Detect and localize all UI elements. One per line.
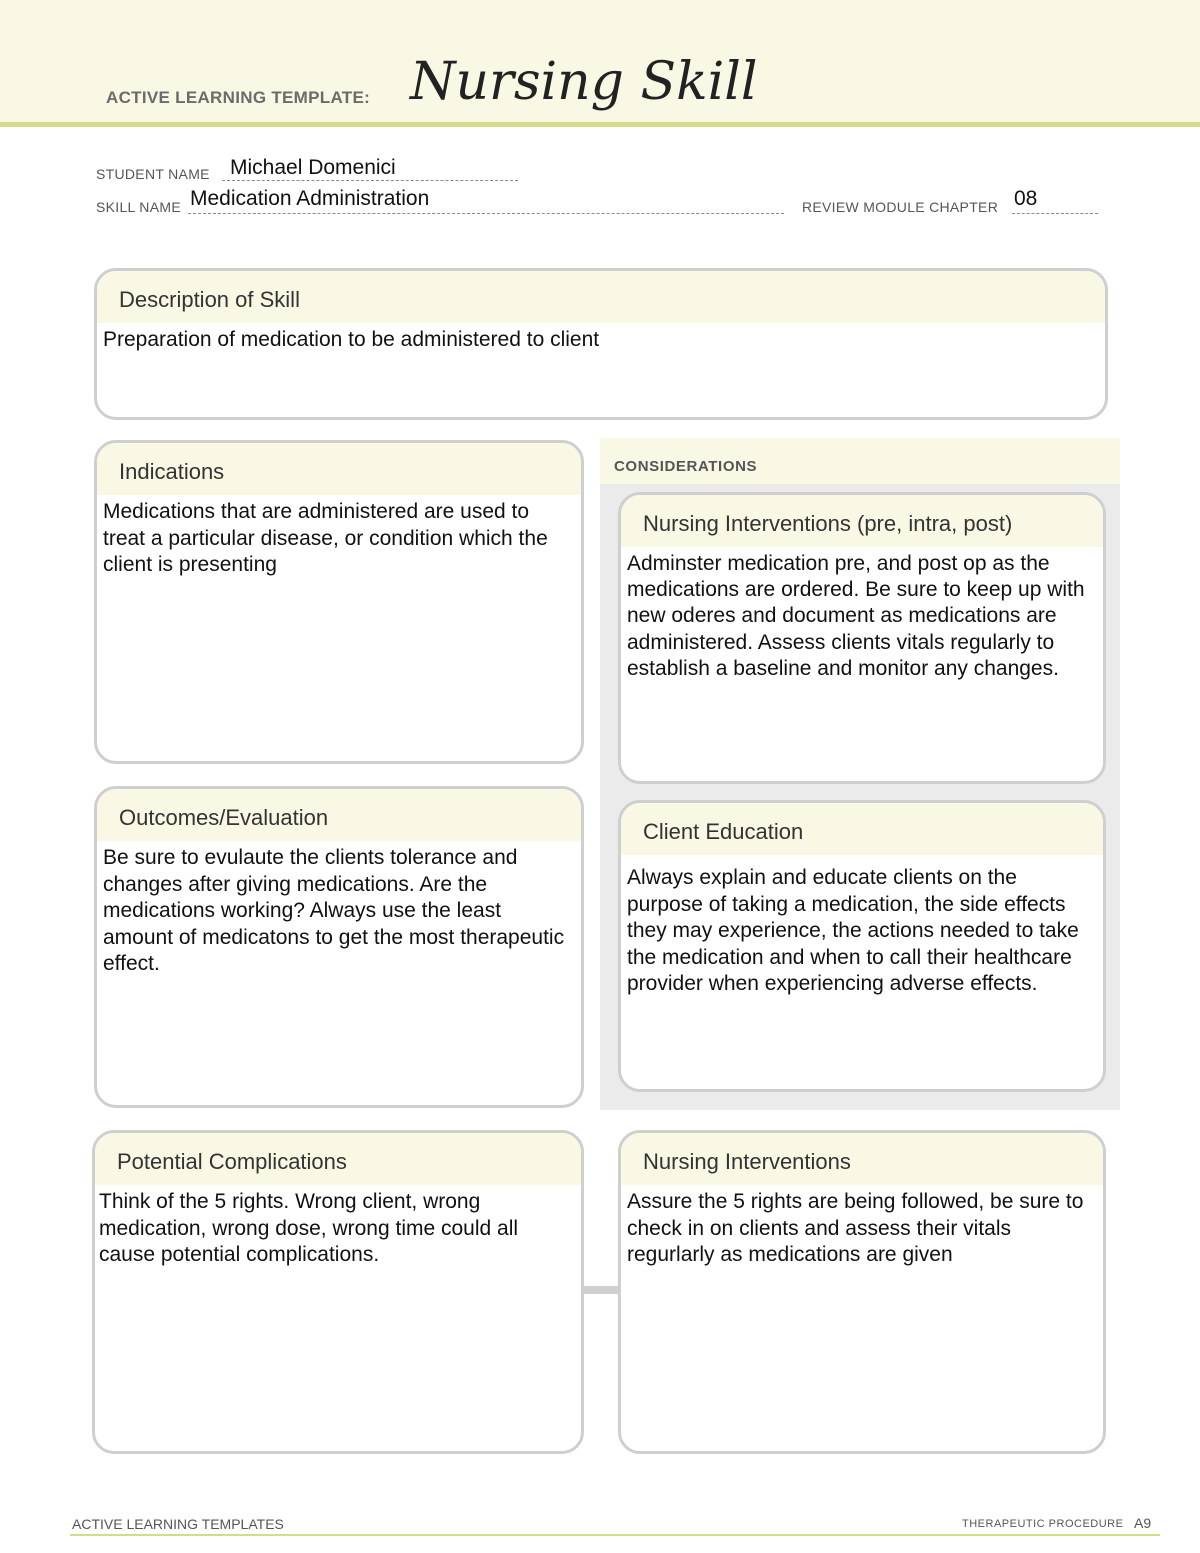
skill-name-field[interactable]: Medication Administration [190, 187, 430, 210]
indications-title: Indications [97, 443, 581, 495]
student-name-line [222, 180, 518, 181]
complications-body[interactable]: Think of the 5 rights. Wrong client, wrong medication, wrong dose, wrong time could all cause potential complications. [99, 1190, 519, 1266]
card-connector [582, 1286, 622, 1294]
nursing-interventions-ppp-body[interactable]: Adminster medication pre, and post op as the medications are ordered. Be sure to keep up with new oderes and document as medications are administered. Assess clients vitals regularly to establish a baseline and monitor any changes. [627, 552, 1085, 680]
review-module-line [1012, 213, 1098, 214]
page-title: Nursing Skill [410, 52, 758, 112]
footer-page-number: A9 [1134, 1515, 1152, 1531]
client-education-card [618, 800, 1106, 1092]
client-education-title: Client Education [621, 803, 1103, 855]
skill-name-label: SKILL NAME [96, 199, 181, 215]
student-name-field[interactable]: Michael Domenici [230, 156, 396, 179]
complications-card [92, 1130, 584, 1454]
footer-right: THERAPEUTIC PROCEDURE [962, 1518, 1124, 1530]
description-title: Description of Skill [97, 271, 1105, 323]
description-card [94, 268, 1108, 420]
nursing-interventions-body[interactable]: Assure the 5 rights are being followed, be sure to check in on clients and assess their vitals regurlarly as medications are given [627, 1190, 1084, 1266]
footer-rule [70, 1534, 1160, 1536]
footer-left: ACTIVE LEARNING TEMPLATES [72, 1516, 284, 1532]
outcomes-card [94, 786, 584, 1108]
complications-title: Potential Complications [95, 1133, 581, 1185]
header-rule [0, 122, 1200, 127]
client-education-body[interactable]: Always explain and educate clients on the purpose of taking a medication, the side effects they may experience, the actions needed to take the medication and when to call their healthcare provider when experiencing adverse effects. [627, 866, 1079, 995]
review-module-field[interactable]: 08 [1014, 187, 1038, 210]
indications-body[interactable]: Medications that are administered are used to treat a particular disease, or condition which the client is presenting [103, 500, 548, 576]
considerations-title: CONSIDERATIONS [614, 458, 758, 475]
review-module-label: REVIEW MODULE CHAPTER [802, 199, 999, 215]
indications-card [94, 440, 584, 764]
description-body[interactable]: Preparation of medication to be administered to client [103, 328, 600, 351]
nursing-interventions-ppp-card [618, 492, 1106, 784]
skill-name-line [188, 213, 784, 214]
nursing-interventions-ppp-title: Nursing Interventions (pre, intra, post) [621, 495, 1103, 547]
student-name-label: STUDENT NAME [96, 166, 210, 182]
outcomes-title: Outcomes/Evaluation [97, 789, 581, 841]
template-label: ACTIVE LEARNING TEMPLATE: [106, 88, 371, 107]
nursing-interventions-card [618, 1130, 1106, 1454]
nursing-interventions-title: Nursing Interventions [621, 1133, 1103, 1185]
outcomes-body[interactable]: Be sure to evulaute the clients tolerance and changes after giving medications. Are the medications working? Always use the least amount of medicatons to get the most therapeutic effect. [103, 846, 565, 975]
